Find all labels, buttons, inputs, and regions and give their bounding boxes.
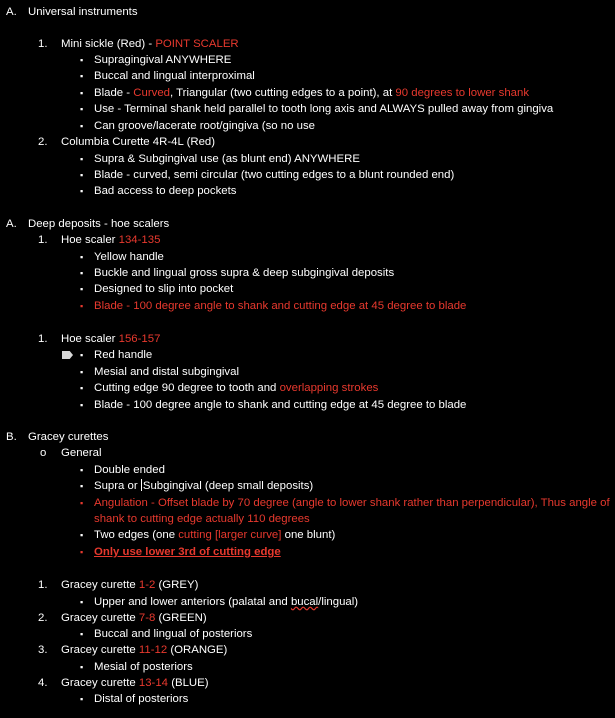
section-marker: B. <box>6 431 17 443</box>
bullet-item: ▪ Designed to slip into pocket <box>94 281 233 297</box>
text-span: Cutting edge 90 degree to tooth and <box>94 382 277 394</box>
bullet-item: ▪ Buckle and lingual gross supra & deep subgingival deposits <box>94 265 394 281</box>
list-number: 1. <box>38 234 48 246</box>
bullet-item: ▪ Angulation - Offset blade by 70 degree (angle to lower shank rather than perpendicular), Thus angle of shank to cutting edge actually 110 degrees <box>94 495 610 527</box>
list-item-title <box>61 36 239 52</box>
bullet-item[interactable] <box>94 478 313 494</box>
bullet-item <box>94 380 378 396</box>
bullet-item <box>94 85 529 101</box>
bullet-item: ▪ Double ended <box>94 462 165 478</box>
bullet-item: ▪ Use - Terminal shank held parallel to tooth long axis and ALWAYS pulled away from gingiva <box>94 101 553 117</box>
list-item-title <box>61 642 227 658</box>
list-number: 4. <box>38 677 48 689</box>
spelling-flag: bucal <box>290 596 319 608</box>
text-highlight: 90 degrees to lower shank <box>395 87 530 99</box>
bullet-item: ▪ Yellow handle <box>94 249 164 265</box>
item-highlight: 11-12 <box>138 644 168 656</box>
item-color: (ORANGE) <box>170 644 228 656</box>
text-span: one blunt) <box>284 529 336 541</box>
list-item-title <box>61 610 207 626</box>
bullet-item: ▪ Red handle <box>94 347 152 363</box>
item-color: (GREEN) <box>158 612 207 624</box>
list-number: 2. <box>38 136 48 148</box>
list-number: 1. <box>38 333 48 345</box>
bullet-item: ▪ Blade - 100 degree angle to shank and cutting edge at 45 degree to blade <box>94 298 466 314</box>
list-marker: o <box>40 447 47 459</box>
item-highlight: 7-8 <box>138 612 156 624</box>
item-label: Gracey curette <box>61 579 136 591</box>
text-highlight: cutting [larger curve] <box>178 529 282 541</box>
item-label: Gracey curette <box>61 612 136 624</box>
item-color: (BLUE) <box>171 677 209 689</box>
bullet-item: ▪ Buccal and lingual of posteriors <box>94 626 252 642</box>
drag-handle-icon[interactable] <box>62 351 73 359</box>
section-title: Universal instruments <box>28 6 138 18</box>
item-color: (GREY) <box>158 579 199 591</box>
item-label: Gracey curette <box>61 677 136 689</box>
item-label: Hoe scaler <box>61 234 116 246</box>
item-highlight: 1-2 <box>138 579 156 591</box>
bullet-item: ▪ Mesial and distal subgingival <box>94 364 239 380</box>
text-highlight: Curved <box>133 87 170 99</box>
list-number: 2. <box>38 612 48 624</box>
item-highlight: 156-157 <box>118 333 161 345</box>
list-item-title: Columbia Curette 4R-4L (Red) <box>61 136 216 148</box>
section-marker: A. <box>6 218 17 230</box>
list-number: 3. <box>38 644 48 656</box>
list-item-title <box>61 675 209 691</box>
text-span: Upper and lower anteriors (palatal and <box>94 596 288 608</box>
item-highlight: 13-14 <box>138 677 169 689</box>
bullet-item: ▪ Buccal and lingual interproximal <box>94 68 255 84</box>
bullet-item: ▪ Only use lower 3rd of cutting edge <box>94 544 281 560</box>
section-marker: A. <box>6 6 17 18</box>
bullet-item: ▪ Blade - curved, semi circular (two cutting edges to a blunt rounded end) <box>94 167 454 183</box>
text-span: , Triangular (two cutting edges to a point), at <box>170 87 393 99</box>
text-span: Blade - <box>94 87 131 99</box>
bullet-item: ▪ Supra & Subgingival use (as blunt end) ANYWHERE <box>94 151 360 167</box>
text-span: /lingual) <box>318 596 359 608</box>
bullet-item: ▪ Bad access to deep pockets <box>94 183 236 199</box>
bullet-item: ▪ Distal of posteriors <box>94 691 188 707</box>
item-highlight: 134-135 <box>118 234 161 246</box>
text-span: Subgingival (deep small deposits) <box>142 480 314 492</box>
section-title: Gracey curettes <box>28 431 109 443</box>
bullet-item: ▪ Blade - 100 degree angle to shank and cutting edge at 45 degree to blade <box>94 397 466 413</box>
bullet-item <box>94 594 358 610</box>
section-title: Deep deposits - hoe scalers <box>28 218 170 230</box>
list-number: 1. <box>38 38 48 50</box>
text-highlight: overlapping strokes <box>279 382 379 394</box>
bullet-item <box>94 527 335 543</box>
bullet-item: ▪ Mesial of posteriors <box>94 659 193 675</box>
bullet-item: ▪ Can groove/lacerate root/gingiva (so no use <box>94 118 315 134</box>
list-item-title: General <box>61 447 102 459</box>
bullet-item: ▪ Supragingival ANYWHERE <box>94 52 231 68</box>
text-span: Supra or <box>94 480 138 492</box>
item-label: Gracey curette <box>61 644 136 656</box>
list-item-title <box>61 232 160 248</box>
item-label: Mini sickle (Red) - <box>61 38 153 50</box>
item-label: Hoe scaler <box>61 333 116 345</box>
text-span: Two edges (one <box>94 529 176 541</box>
text-cursor <box>141 479 142 491</box>
list-item-title <box>61 577 198 593</box>
item-highlight: POINT SCALER <box>155 38 239 50</box>
list-number: 1. <box>38 579 48 591</box>
list-item-title <box>61 331 160 347</box>
